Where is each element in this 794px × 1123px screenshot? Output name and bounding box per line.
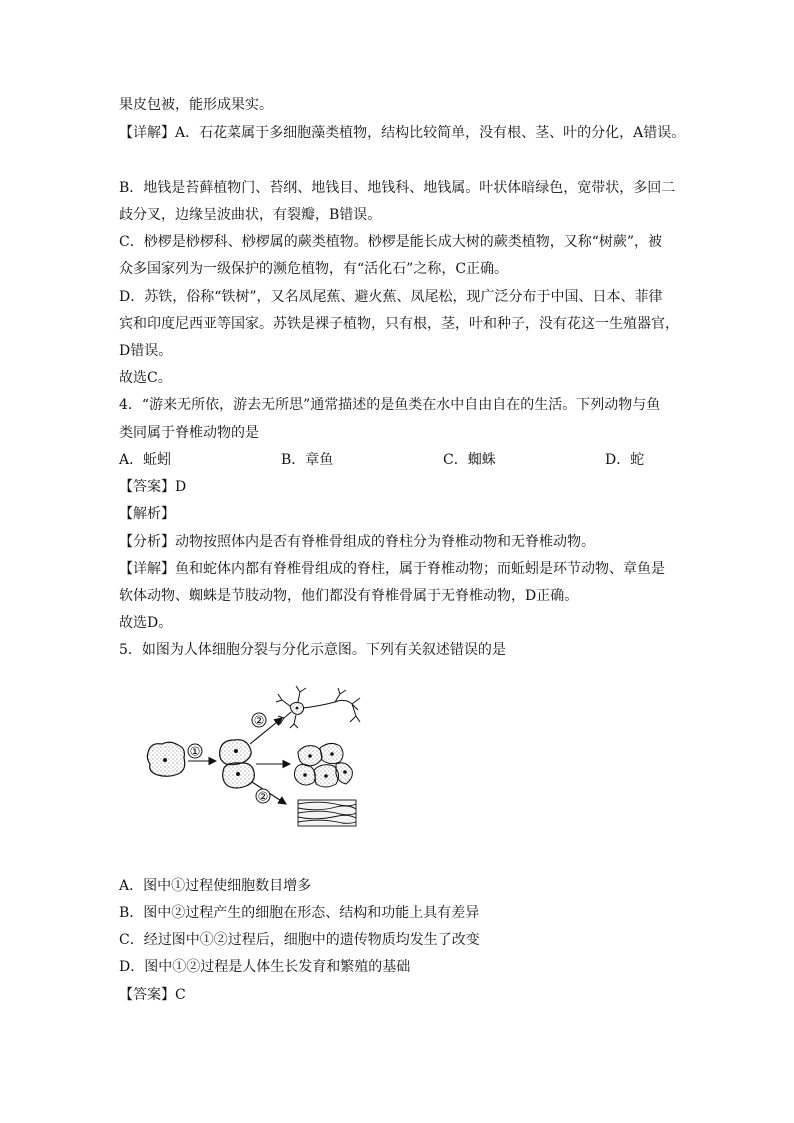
q4-choice: 故选D。 (119, 615, 173, 631)
q4-detail: 【详解】鱼和蛇体内都有脊椎骨组成的脊柱，属于脊椎动物；而蚯蚓是环节动物、章鱼是 (119, 561, 665, 577)
q5-answer: 【答案】C (119, 987, 186, 1003)
epithelial-cells (294, 743, 352, 787)
nerve-cell (276, 686, 360, 728)
q4-option-a: A．蚯蚓 (119, 452, 172, 468)
muscle-cells (298, 800, 356, 826)
q4-analysis: 【分析】动物按照体内是否有脊椎骨组成的脊柱分为脊椎动物和无脊椎动物。 (119, 534, 595, 550)
cell-division-diagram (140, 678, 370, 838)
original-cell (147, 742, 184, 776)
q5-stem: 5．如图为人体细胞分裂与分化示意图。下列有关叙述错误的是 (119, 642, 506, 658)
q4-stem: 类同属于脊椎动物的是 (119, 425, 259, 441)
svg-text:②: ② (253, 713, 265, 728)
process-1-label (188, 744, 202, 759)
q5-option-d: D．图中①②过程是人体生长发育和繁殖的基础 (119, 959, 411, 975)
text-line: D错误。 (119, 343, 173, 359)
q4-answer: 【答案】D (119, 479, 187, 495)
q4-option-d: D．蛇 (605, 452, 645, 468)
divided-cells (220, 740, 255, 788)
q4-option-b: B．章鱼 (281, 452, 334, 468)
q5-option-b: B．图中②过程产生的细胞在形态、结构和功能上具有差异 (119, 905, 480, 921)
text-line: B．地钱是苔藓植物门、苔纲、地钱目、地钱科、地钱属。叶状体暗绿色，宽带状，多回二 (119, 180, 676, 196)
q4-stem: 4．“游来无所依，游去无所思”通常描述的是鱼类在水中自由自在的生活。下列动物与鱼 (119, 397, 661, 413)
q4-analysis-heading: 【解析】 (119, 506, 175, 522)
text-line: 众多国家列为一级保护的濒危植物，有“活化石”之称，C正确。 (119, 261, 509, 277)
q5-option-c: C．经过图中①②过程后，细胞中的遗传物质均发生了改变 (119, 932, 480, 948)
q4-option-c: C．蜘蛛 (443, 452, 496, 468)
text-line: 歧分叉，边缘呈波曲状，有裂瓣，B错误。 (119, 207, 382, 223)
text-line: D．苏铁，俗称“铁树”，又名凤尾蕉、避火蕉、凤尾松，现广泛分布于中国、日本、菲律 (119, 289, 663, 305)
q4-detail: 软体动物、蜘蛛是节肢动物，他们都没有脊椎骨属于无脊椎动物，D正确。 (119, 588, 579, 604)
text-line: 【详解】A．石花菜属于多细胞藻类植物，结构比较简单，没有根、茎、叶的分化，A错误。 (119, 125, 686, 141)
q5-option-a: A．图中①过程使细胞数目增多 (119, 878, 312, 894)
text-line: C．桫椤是桫椤科、桫椤属的蕨类植物。桫椤是能长成大树的蕨类植物，又称“树蕨”，被 (119, 234, 663, 250)
text-line: 宾和印度尼西亚等国家。苏铁是裸子植物，只有根，茎，叶和种子，没有花这一生殖器官， (119, 316, 679, 332)
process-2-label (252, 713, 266, 728)
svg-text:②: ② (257, 789, 269, 804)
process-2-label (256, 789, 270, 804)
svg-text:①: ① (189, 744, 201, 759)
text-line: 故选C。 (119, 370, 172, 386)
text-line: 果皮包被，能形成果实。 (119, 97, 273, 113)
